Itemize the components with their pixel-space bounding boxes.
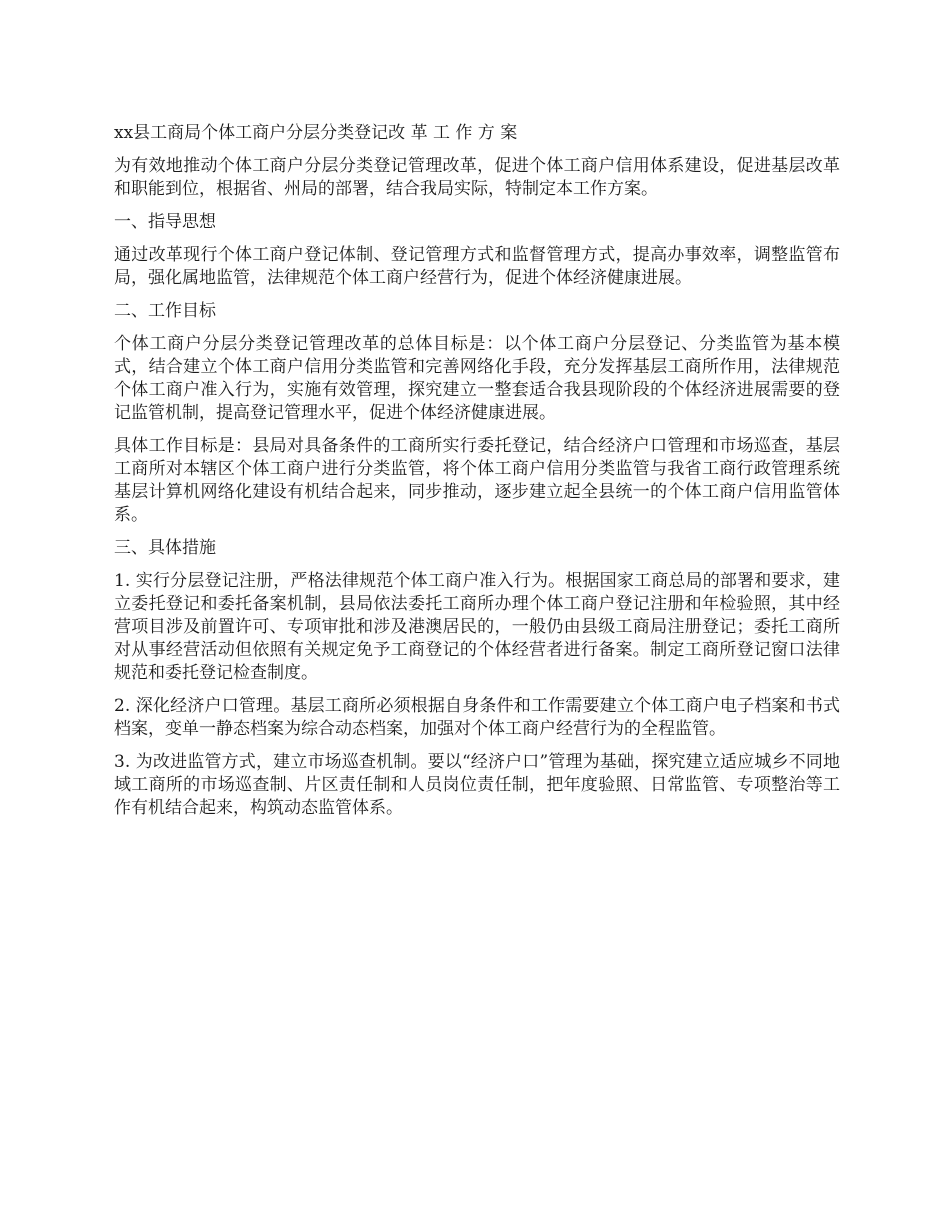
section-heading-guiding-ideology: 一、指导思想 — [114, 212, 216, 232]
section-heading-specific-measures: 三、具体措施 — [114, 538, 216, 558]
document-title: xx县工商局个体工商户分层分类登记改 革 工 作 方 案 — [114, 123, 518, 143]
paragraph: 3. 为改进监管方式，建立市场巡查机制。要以“经济户口”管理为基础，探究建立适应城乡不同地域工商所的市场巡查制、片区责任制和人员岗位责任制，把年度验照、日常监管、专项整治等工作有机结合起来，构筑动态监管体系。 — [114, 752, 840, 818]
paragraph: 1. 实行分层登记注册，严格法律规范个体工商户准入行为。根据国家工商总局的部署和要求，建立委托登记和委托备案机制，县局依法委托工商所办理个体工商户登记注册和年检验照，其中经营项目涉及前置许可、专项审批和涉及港澳居民的，一般仍由县级工商局注册登记；委托工商所对从事经营活动但依照有关规定免予工商登记的个体经营者进行备案。制定工商所登记窗口法律规范和委托登记检查制度。 — [114, 571, 840, 683]
paragraph: 通过改革现行个体工商户登记体制、登记管理方式和监督管理方式，提高办事效率，调整监管布局，强化属地监管，法律规范个体工商户经营行为，促进个体经济健康进展。 — [114, 245, 840, 288]
paragraph: 具体工作目标是：县局对具备条件的工商所实行委托登记，结合经济户口管理和市场巡查，基层工商所对本辖区个体工商户进行分类监管，将个体工商户信用分类监管与我省工商行政管理系统基层计算机网络化建设有机结合起来，同步推动，逐步建立起全县统一的个体工商户信用监管体系。 — [114, 436, 840, 525]
section-heading-work-goals: 二、工作目标 — [114, 301, 216, 321]
intro-paragraph: 为有效地推动个体工商户分层分类登记管理改革，促进个体工商户信用体系建设，促进基层改革和职能到位，根据省、州局的部署，结合我局实际，特制定本工作方案。 — [114, 156, 840, 199]
paragraph: 个体工商户分层分类登记管理改革的总体目标是：以个体工商户分层登记、分类监管为基本模式，结合建立个体工商户信用分类监管和完善网络化手段，充分发挥基层工商所作用，法律规范个体工商户准入行为，实施有效管理，探究建立一整套适合我县现阶段的个体经济进展需要的登记监管机制，提高登记管理水平，促进个体经济健康进展。 — [114, 334, 840, 423]
paragraph: 2. 深化经济户口管理。基层工商所必须根据自身条件和工作需要建立个体工商户电子档案和书式档案，变单一静态档案为综合动态档案，加强对个体工商户经营行为的全程监管。 — [114, 696, 840, 739]
document-page — [114, 122, 840, 830]
